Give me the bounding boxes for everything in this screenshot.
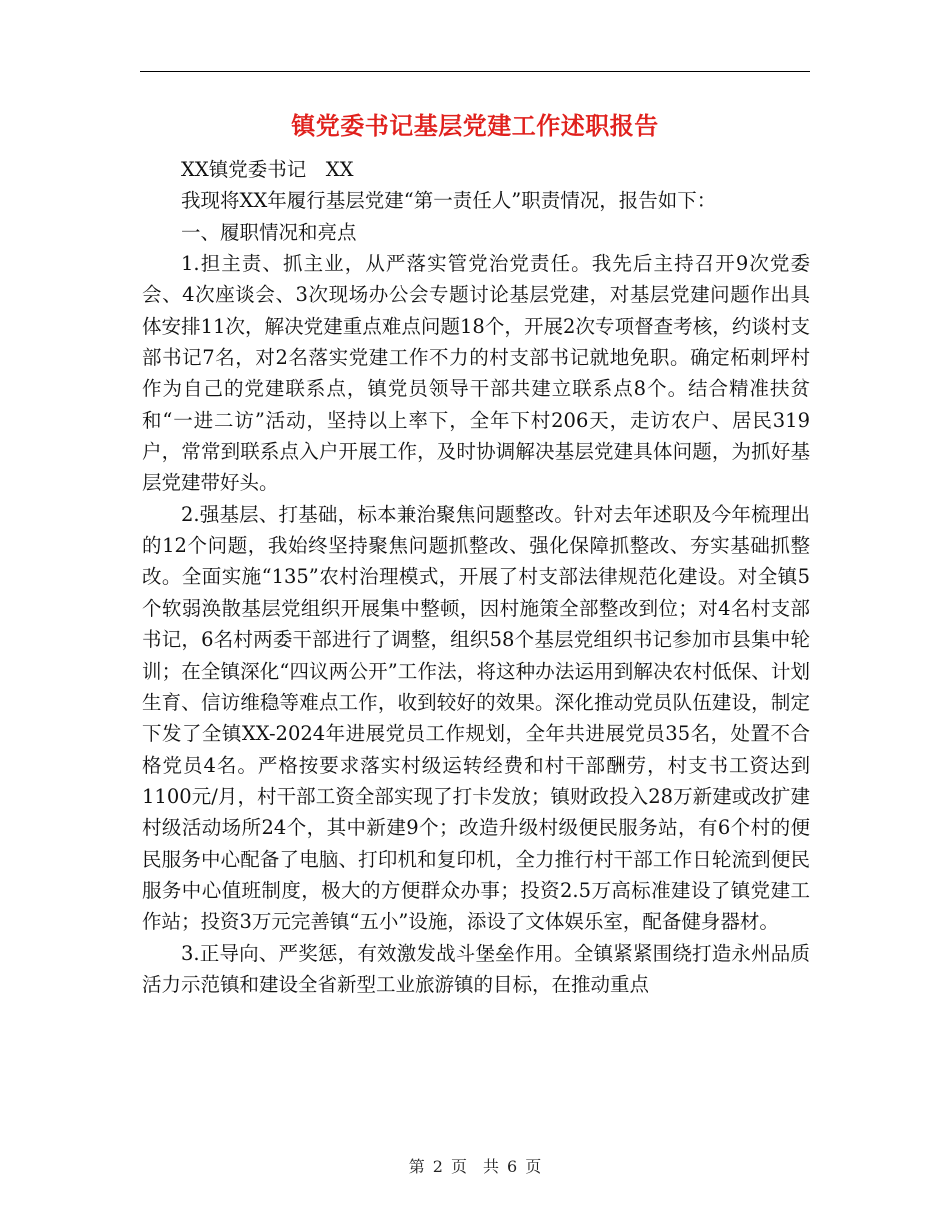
paragraph-2: 2.强基层、打基础，标本兼治聚焦问题整改。针对去年述职及今年梳理出的12个问题，我始终坚持聚焦问题抓整改、强化保障抓整改、夯实基础抓整改。全面实施“135”农村治理模式，开展了村支部法律规范化建设。对全镇5个软弱涣散基层党组织开展集中整顿，因村施策全部整改到位；对4名村支部书记，6名村两委干部进行了调整，组织58个基层党组织书记参加市县集中轮训；在全镇深化“四议两公开”工作法，将这种办法运用到解决农村低保、计划生育、信访维稳等难点工作，收到较好的效果。深化推动党员队伍建设，制定下发了全镇XX-2024年进展党员工作规划，全年共进展党员35名，处置不合格党员4名。严格按要求落实村级运转经费和村干部酬劳，村支书工资达到1100元/月，村干部工资全部实现了打卡发放；镇财政投入28万新建或改扩建村级活动场所24个，其中新建9个；改造升级村级便民服务站，有6个村的便民服务中心配备了电脑、打印机和复印机，全力推行村干部工作日轮流到便民服务中心值班制度，极大的方便群众办事；投资2.5万高标准建设了镇党建工作站；投资3万元完善镇“五小”设施，添设了文体娱乐室，配备健身器材。 bbox=[142, 502, 810, 934]
author-line: XX镇党委书记 XX bbox=[181, 158, 354, 181]
paragraph-1: 1.担主责、抓主业，从严落实管党治党责任。我先后主持召开9次党委会、4次座谈会、3次现场办公会专题讨论基层党建，对基层党建问题作出具体安排11次，解决党建重点难点问题18个，开展2次专项督查考核，约谈村支部书记7名，对2名落实党建工作不力的村支部书记就地免职。确定柘刺坪村作为自己的党建联系点，镇党员领导干部共建立联系点8个。结合精准扶贫和“一进二访”活动，坚持以上率下，全年下村206天，走访农户、居民319户，常常到联系点入户开展工作，及时协调解决基层党建具体问题，为抓好基层党建带好头。 bbox=[142, 252, 810, 495]
footer-middle: 页 共 bbox=[450, 1157, 499, 1176]
footer-prefix: 第 bbox=[408, 1157, 425, 1176]
page-footer bbox=[0, 1154, 950, 1177]
document-body bbox=[142, 154, 810, 1000]
header-rule bbox=[140, 71, 810, 72]
total-pages-number: 6 bbox=[507, 1157, 518, 1176]
current-page-number: 2 bbox=[432, 1157, 443, 1176]
document-title: 镇党委书记基层党建工作述职报告 bbox=[291, 111, 659, 140]
intro-paragraph: 我现将XX年履行基层党建“第一责任人”职责情况，报告如下： bbox=[181, 189, 717, 213]
section-heading: 一、履职情况和亮点 bbox=[181, 220, 357, 244]
footer-suffix: 页 bbox=[525, 1157, 542, 1176]
paragraph-3: 3.正导向、严奖惩，有效激发战斗堡垒作用。全镇紧紧围绕打造永州品质活力示范镇和建设全省新型工业旅游镇的目标，在推动重点 bbox=[142, 941, 810, 996]
